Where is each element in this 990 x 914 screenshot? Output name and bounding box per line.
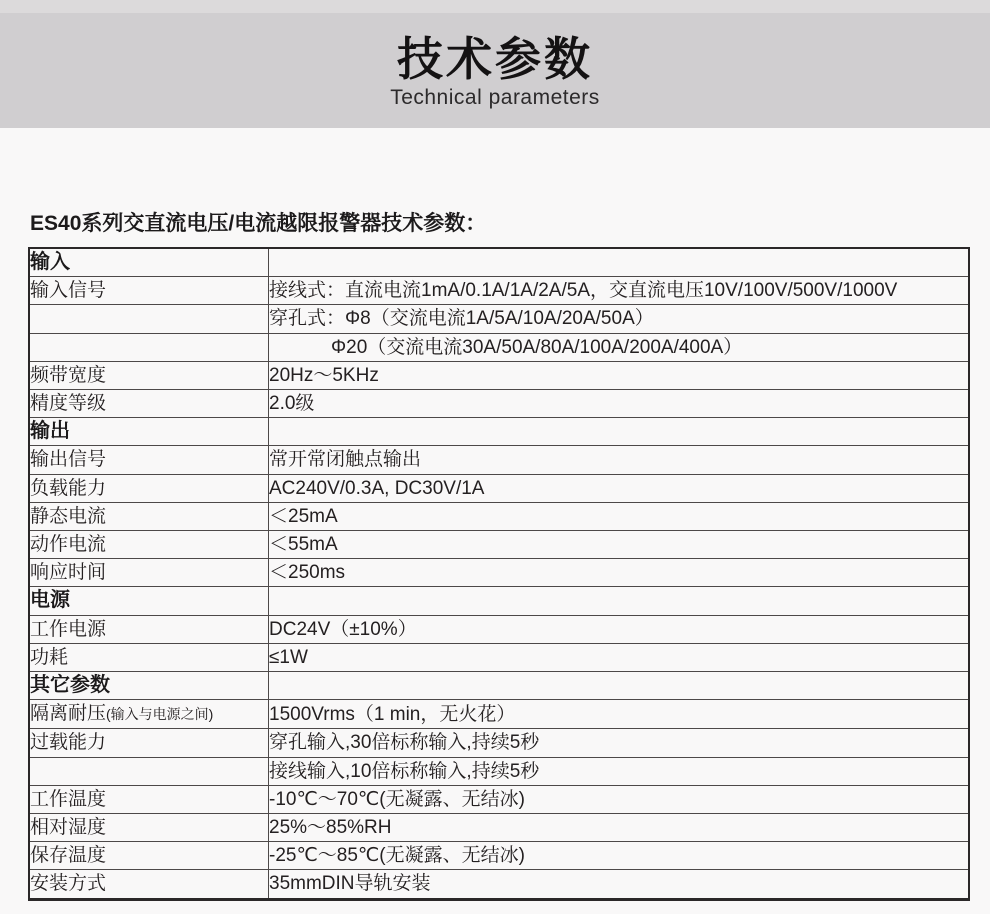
page-subtitle: Technical parameters [390, 85, 600, 109]
param-label [29, 757, 269, 785]
param-label-note: (输入与电源之间) [106, 706, 214, 723]
param-value: 接线式：直流电流1mA/0.1A/1A/2A/5A，交直流电压10V/100V/500V/1000V [269, 277, 970, 305]
param-label: 输出信号 [29, 446, 269, 474]
table-row [29, 333, 969, 361]
param-value: AC240V/0.3A, DC30V/1A [269, 474, 970, 502]
param-value [269, 672, 970, 700]
section-label: 输出 [29, 418, 269, 446]
param-value: Φ20（交流电流30A/50A/80A/100A/200A/400A） [269, 333, 970, 361]
param-value: 2.0级 [269, 390, 970, 418]
param-value: ＜55mA [269, 531, 970, 559]
table-row [29, 757, 969, 785]
param-label: 响应时间 [29, 559, 269, 587]
param-value: DC24V（±10%） [269, 615, 970, 643]
param-value: 常开常闭触点输出 [269, 446, 970, 474]
param-value: 穿孔输入,30倍标称输入,持续5秒 [269, 729, 970, 757]
table-row [29, 531, 969, 559]
param-value: 20Hz～5KHz [269, 361, 970, 389]
param-value: 35mmDIN导轨安装 [269, 870, 970, 899]
table-row [29, 870, 969, 899]
table-row [29, 814, 969, 842]
param-label [29, 305, 269, 333]
param-label: 保存温度 [29, 842, 269, 870]
param-value: 25%～85%RH [269, 814, 970, 842]
param-value: ＜25mA [269, 502, 970, 530]
param-label [29, 333, 269, 361]
param-label: 工作电源 [29, 615, 269, 643]
table-row [29, 700, 969, 729]
table-row [29, 305, 969, 333]
param-value [269, 587, 970, 615]
param-label-main: 隔离耐压 [30, 703, 107, 725]
param-label: 工作温度 [29, 785, 269, 813]
table-row-section-other [29, 672, 969, 700]
table-row [29, 502, 969, 530]
param-label: 相对湿度 [29, 814, 269, 842]
param-label: 安装方式 [29, 870, 269, 899]
param-value: 接线输入,10倍标称输入,持续5秒 [269, 757, 970, 785]
param-value: 1500Vrms（1 min，无火花） [269, 700, 970, 729]
param-label: 功耗 [29, 643, 269, 671]
table-row [29, 842, 969, 870]
table-row [29, 361, 969, 389]
param-value [269, 418, 970, 446]
param-label: 静态电流 [29, 502, 269, 530]
table-row [29, 615, 969, 643]
param-label: 过载能力 [29, 729, 269, 757]
param-value: -10℃～70℃(无凝露、无结冰) [269, 785, 970, 813]
table-row [29, 446, 969, 474]
param-value: -25℃～85℃(无凝露、无结冰) [269, 842, 970, 870]
param-label: 负载能力 [29, 474, 269, 502]
param-label: 频带宽度 [29, 361, 269, 389]
param-value: ≤1W [269, 643, 970, 671]
param-label: 输入信号 [29, 277, 269, 305]
table-row [29, 729, 969, 757]
spec-table [28, 247, 970, 901]
table-row-section-power [29, 587, 969, 615]
table-row [29, 559, 969, 587]
table-row [29, 390, 969, 418]
param-value: 穿孔式：Φ8（交流电流1A/5A/10A/20A/50A） [269, 305, 970, 333]
table-row [29, 277, 969, 305]
table-row-section-input [29, 248, 969, 277]
table-caption: ES40系列交直流电压/电流越限报警器技术参数： [30, 212, 487, 235]
table-row [29, 643, 969, 671]
table-row [29, 474, 969, 502]
section-label: 电源 [29, 587, 269, 615]
param-label: 精度等级 [29, 390, 269, 418]
param-value [269, 248, 970, 277]
header-banner [0, 13, 990, 128]
table-row-section-output [29, 418, 969, 446]
param-label [29, 700, 269, 729]
param-value: ＜250ms [269, 559, 970, 587]
page-title: 技术参数 [397, 33, 593, 85]
top-strip [0, 0, 990, 13]
section-label: 其它参数 [29, 672, 269, 700]
param-label: 动作电流 [29, 531, 269, 559]
table-row [29, 785, 969, 813]
section-label: 输入 [29, 248, 269, 277]
